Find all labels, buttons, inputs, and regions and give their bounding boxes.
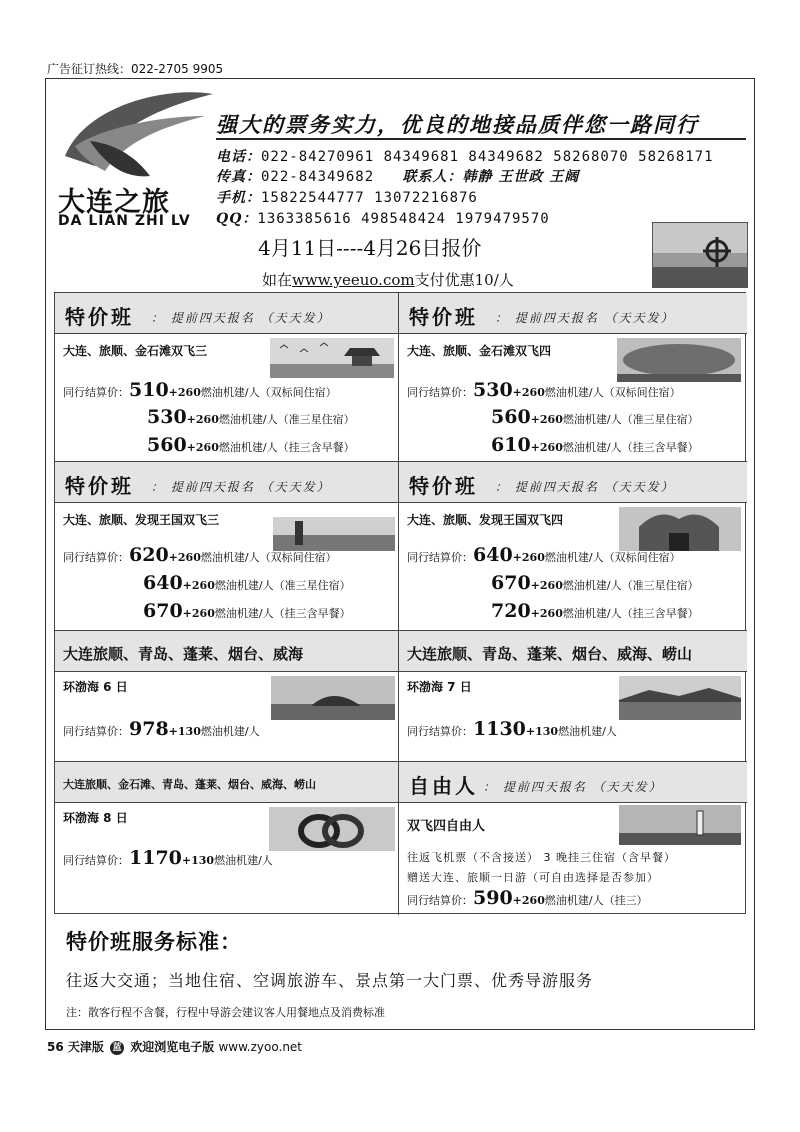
free-travel-title: 自由人 (409, 774, 478, 798)
fuel-text: 燃油机建/人 (200, 551, 260, 564)
fuel-surcharge: +260 (168, 386, 201, 399)
fuel-text: 燃油机建/人 (562, 441, 622, 454)
route-title: 大连、旅顺、发现王国双飞三 (63, 513, 220, 527)
lodging-note: （挂三含早餐） (273, 607, 351, 620)
package-s3-right (399, 672, 747, 762)
price-value: 530 (473, 379, 513, 401)
route-title: 环渤海 6 日 (63, 680, 128, 694)
lodging-note: （准三星住宿） (621, 413, 699, 426)
price-label: 同行结算价： (63, 854, 129, 867)
lodging-note: （准三星住宿） (277, 413, 355, 426)
fuel-surcharge: +260 (530, 579, 563, 592)
fuel-text: 燃油机建/人 (544, 551, 604, 564)
page-number: 56 天津版 (47, 1040, 104, 1054)
special-title: 特价班 (65, 474, 134, 498)
lodging-note: （挂三含早餐） (621, 441, 699, 454)
pay-suffix: 支付优惠10/人 (414, 271, 514, 289)
price-label: 同行结算价： (63, 386, 129, 399)
service-note: 注：散客行程不含餐，行程中导游会建议客人用餐地点及消费标准 (66, 1006, 385, 1019)
mobile-numbers: 15822544777 13072216876 (261, 190, 478, 206)
contact-mobile-row (216, 187, 478, 207)
fuel-surcharge: +260 (512, 386, 545, 399)
brand-slogan: 强大的票务实力，优良的地接品质伴您一路同行 (216, 112, 699, 137)
contact-person-label: 联系人： (402, 169, 463, 185)
price-label: 同行结算价： (407, 725, 473, 738)
contact-phone-row (216, 146, 714, 166)
fuel-surcharge: +260 (530, 413, 563, 426)
lodging-note: （挂三含早餐） (621, 607, 699, 620)
tour-header-text: 大连旅顺、青岛、蓬莱、烟台、威海 (63, 645, 304, 663)
lighthouse-photo (619, 805, 741, 845)
fuel-surcharge: +130 (168, 725, 201, 738)
contact-qq-row (216, 208, 550, 228)
price-value: 670 (491, 572, 531, 594)
price-value: 640 (473, 544, 513, 566)
fuel-text: 燃油机建/人 (544, 386, 604, 399)
price-row (147, 406, 355, 428)
fuel-surcharge: +260 (512, 894, 545, 907)
fuel-text: 燃油机建/人 (562, 413, 622, 426)
coastline-photo (619, 676, 741, 720)
lodging-note: （双标间住宿） (603, 386, 681, 399)
price-grid (54, 292, 746, 914)
free-travel-header (399, 762, 747, 803)
fuel-surcharge: +260 (512, 551, 545, 564)
package-s2-left (55, 503, 399, 631)
route-title: 环渤海 8 日 (63, 811, 128, 825)
package-s4-left (55, 803, 399, 915)
tour-header-text: 大连旅顺、金石滩、青岛、蓬莱、烟台、威海、崂山 (63, 778, 316, 791)
special-header-1-right (399, 293, 747, 334)
price-value: 1130 (473, 718, 526, 740)
fax-label: 传真： (216, 169, 261, 185)
price-label: 同行结算价： (63, 551, 129, 564)
free-travel-sub: ： 提前四天报名 （天天发） (483, 780, 663, 794)
quote-period: 4月11日----4月26日报价 (258, 236, 482, 260)
price-value: 978 (129, 718, 169, 740)
route-title: 大连、旅顺、金石滩双飞三 (63, 344, 208, 358)
fuel-surcharge: +260 (182, 607, 215, 620)
fuel-text: 燃油机建/人 (200, 386, 260, 399)
slogan-underline (216, 138, 746, 140)
price-value: 510 (129, 379, 169, 401)
price-row (407, 544, 681, 566)
special-title: 特价班 (65, 305, 134, 329)
price-row (407, 379, 681, 401)
price-value: 640 (143, 572, 183, 594)
ad-hotline: 广告征订热线：022-2705 9905 (47, 62, 224, 76)
fuel-surcharge: +130 (525, 725, 559, 738)
price-row (407, 887, 648, 909)
special-sub: ： 提前四天报名 （天天发） (151, 480, 331, 494)
price-label: 同行结算价： (407, 386, 473, 399)
free-travel-line-2: 赠送大连、旅顺一日游（可自由选择是否参加） (407, 871, 659, 884)
price-row (63, 544, 337, 566)
price-row (491, 600, 699, 622)
price-value: 1170 (129, 847, 182, 869)
lodging-note: （挂三含早餐） (277, 441, 355, 454)
package-s1-right (399, 334, 747, 462)
pay-discount (262, 269, 514, 290)
special-sub: ： 提前四天报名 （天天发） (495, 311, 675, 325)
qq-label: QQ： (216, 211, 258, 227)
fuel-surcharge: +260 (182, 579, 215, 592)
price-label: 同行结算价： (407, 894, 473, 907)
route-title: 环渤海 7 日 (407, 680, 472, 694)
route-title: 双飞四自由人 (407, 819, 486, 834)
special-header-2-left (55, 462, 399, 503)
price-row (63, 379, 337, 401)
price-value: 560 (491, 406, 531, 428)
lodging-note: （挂三） (603, 894, 648, 907)
fuel-surcharge: +260 (168, 551, 201, 564)
price-value: 560 (147, 434, 187, 456)
footer-url-link[interactable]: www.zyoo.net (218, 1040, 303, 1054)
fuel-text: 燃油机建/人 (558, 725, 617, 738)
price-row (491, 406, 699, 428)
price-label: 同行结算价： (407, 551, 473, 564)
edition-badge-icon: 蓝 (110, 1041, 124, 1055)
phone-numbers: 022-84270961 84349681 84349682 58268070 58268171 (261, 149, 714, 165)
service-standard-title: 特价班服务标准： (66, 930, 242, 954)
special-sub: ： 提前四天报名 （天天发） (495, 480, 675, 494)
special-header-1-left (55, 293, 399, 334)
footer-text: 欢迎浏览电子版 (130, 1040, 215, 1054)
service-standard-line: 往返大交通；当地住宿、空调旅游车、景点第一大门票、优秀导游服务 (66, 971, 594, 990)
page-footer (47, 1038, 302, 1055)
mobile-label: 手机： (216, 190, 261, 206)
logo-icon (55, 86, 215, 186)
fuel-text: 燃油机建/人 (218, 441, 278, 454)
sculpture-photo (269, 807, 395, 851)
lodging-note: （双标间住宿） (259, 386, 337, 399)
special-title: 特价班 (409, 305, 478, 329)
route-title: 大连、旅顺、发现王国双飞四 (407, 513, 564, 527)
brand-name-cn: 大连之旅 (58, 187, 170, 218)
price-value: 530 (147, 406, 187, 428)
lodging-note: （准三星住宿） (273, 579, 351, 592)
fuel-surcharge: +130 (181, 854, 215, 867)
fuel-text: 燃油机建/人 (562, 579, 622, 592)
ship-wheel-photo (652, 222, 748, 288)
price-row (407, 718, 617, 740)
phone-label: 电话： (216, 149, 261, 165)
price-row (143, 600, 351, 622)
pay-url-link[interactable]: www.yeeuo.com (292, 271, 415, 289)
lodging-note: （双标间住宿） (603, 551, 681, 564)
fuel-text: 燃油机建/人 (214, 607, 274, 620)
contact-fax-row (216, 166, 579, 186)
package-s3-left (55, 672, 399, 762)
fuel-surcharge: +260 (530, 441, 563, 454)
price-value: 610 (491, 434, 531, 456)
tour-header-3-left (55, 631, 399, 672)
price-row (147, 434, 355, 456)
fuel-text: 燃油机建/人 (214, 579, 274, 592)
price-value: 720 (491, 600, 531, 622)
price-label: 同行结算价： (63, 725, 129, 738)
pavilion-photo (270, 338, 394, 378)
fax-number: 022-84349682 (261, 169, 375, 185)
price-row (491, 572, 699, 594)
price-row (143, 572, 351, 594)
package-s2-right (399, 503, 747, 631)
stone-photo (617, 338, 741, 382)
route-title: 大连、旅顺、金石滩双飞四 (407, 344, 552, 358)
price-row (63, 718, 260, 740)
lodging-note: （准三星住宿） (621, 579, 699, 592)
tour-header-4-left (55, 762, 399, 803)
price-value: 590 (473, 887, 513, 909)
fuel-surcharge: +260 (530, 607, 563, 620)
price-row (491, 434, 699, 456)
fuel-text: 燃油机建/人 (544, 894, 604, 907)
pay-prefix: 如在 (262, 271, 293, 289)
price-value: 620 (129, 544, 169, 566)
tour-header-3-right (399, 631, 747, 672)
fuel-text: 燃油机建/人 (200, 725, 260, 738)
fuel-surcharge: +260 (186, 413, 219, 426)
lodging-note: （双标间住宿） (259, 551, 337, 564)
package-s1-left (55, 334, 399, 462)
brand-name-en: DA LIAN ZHI LV (58, 213, 191, 229)
price-value: 670 (143, 600, 183, 622)
special-header-2-right (399, 462, 747, 503)
price-row (63, 847, 273, 869)
fuel-text: 燃油机建/人 (562, 607, 622, 620)
package-s4-right (399, 803, 747, 915)
special-title: 特价班 (409, 474, 478, 498)
fuel-text: 燃油机建/人 (218, 413, 278, 426)
fuel-surcharge: +260 (186, 441, 219, 454)
special-sub: ： 提前四天报名 （天天发） (151, 311, 331, 325)
island-photo (271, 676, 395, 720)
fuel-text: 燃油机建/人 (214, 854, 273, 867)
free-travel-line-1: 往返飞机票（不含接送） 3 晚挂三住宿（含早餐） (407, 851, 676, 864)
qq-numbers: 1363385616 498548424 1979479570 (257, 211, 550, 227)
contact-person-names: 韩静 王世政 王阔 (462, 169, 580, 185)
tour-header-text: 大连旅顺、青岛、蓬莱、烟台、威海、崂山 (407, 645, 693, 663)
